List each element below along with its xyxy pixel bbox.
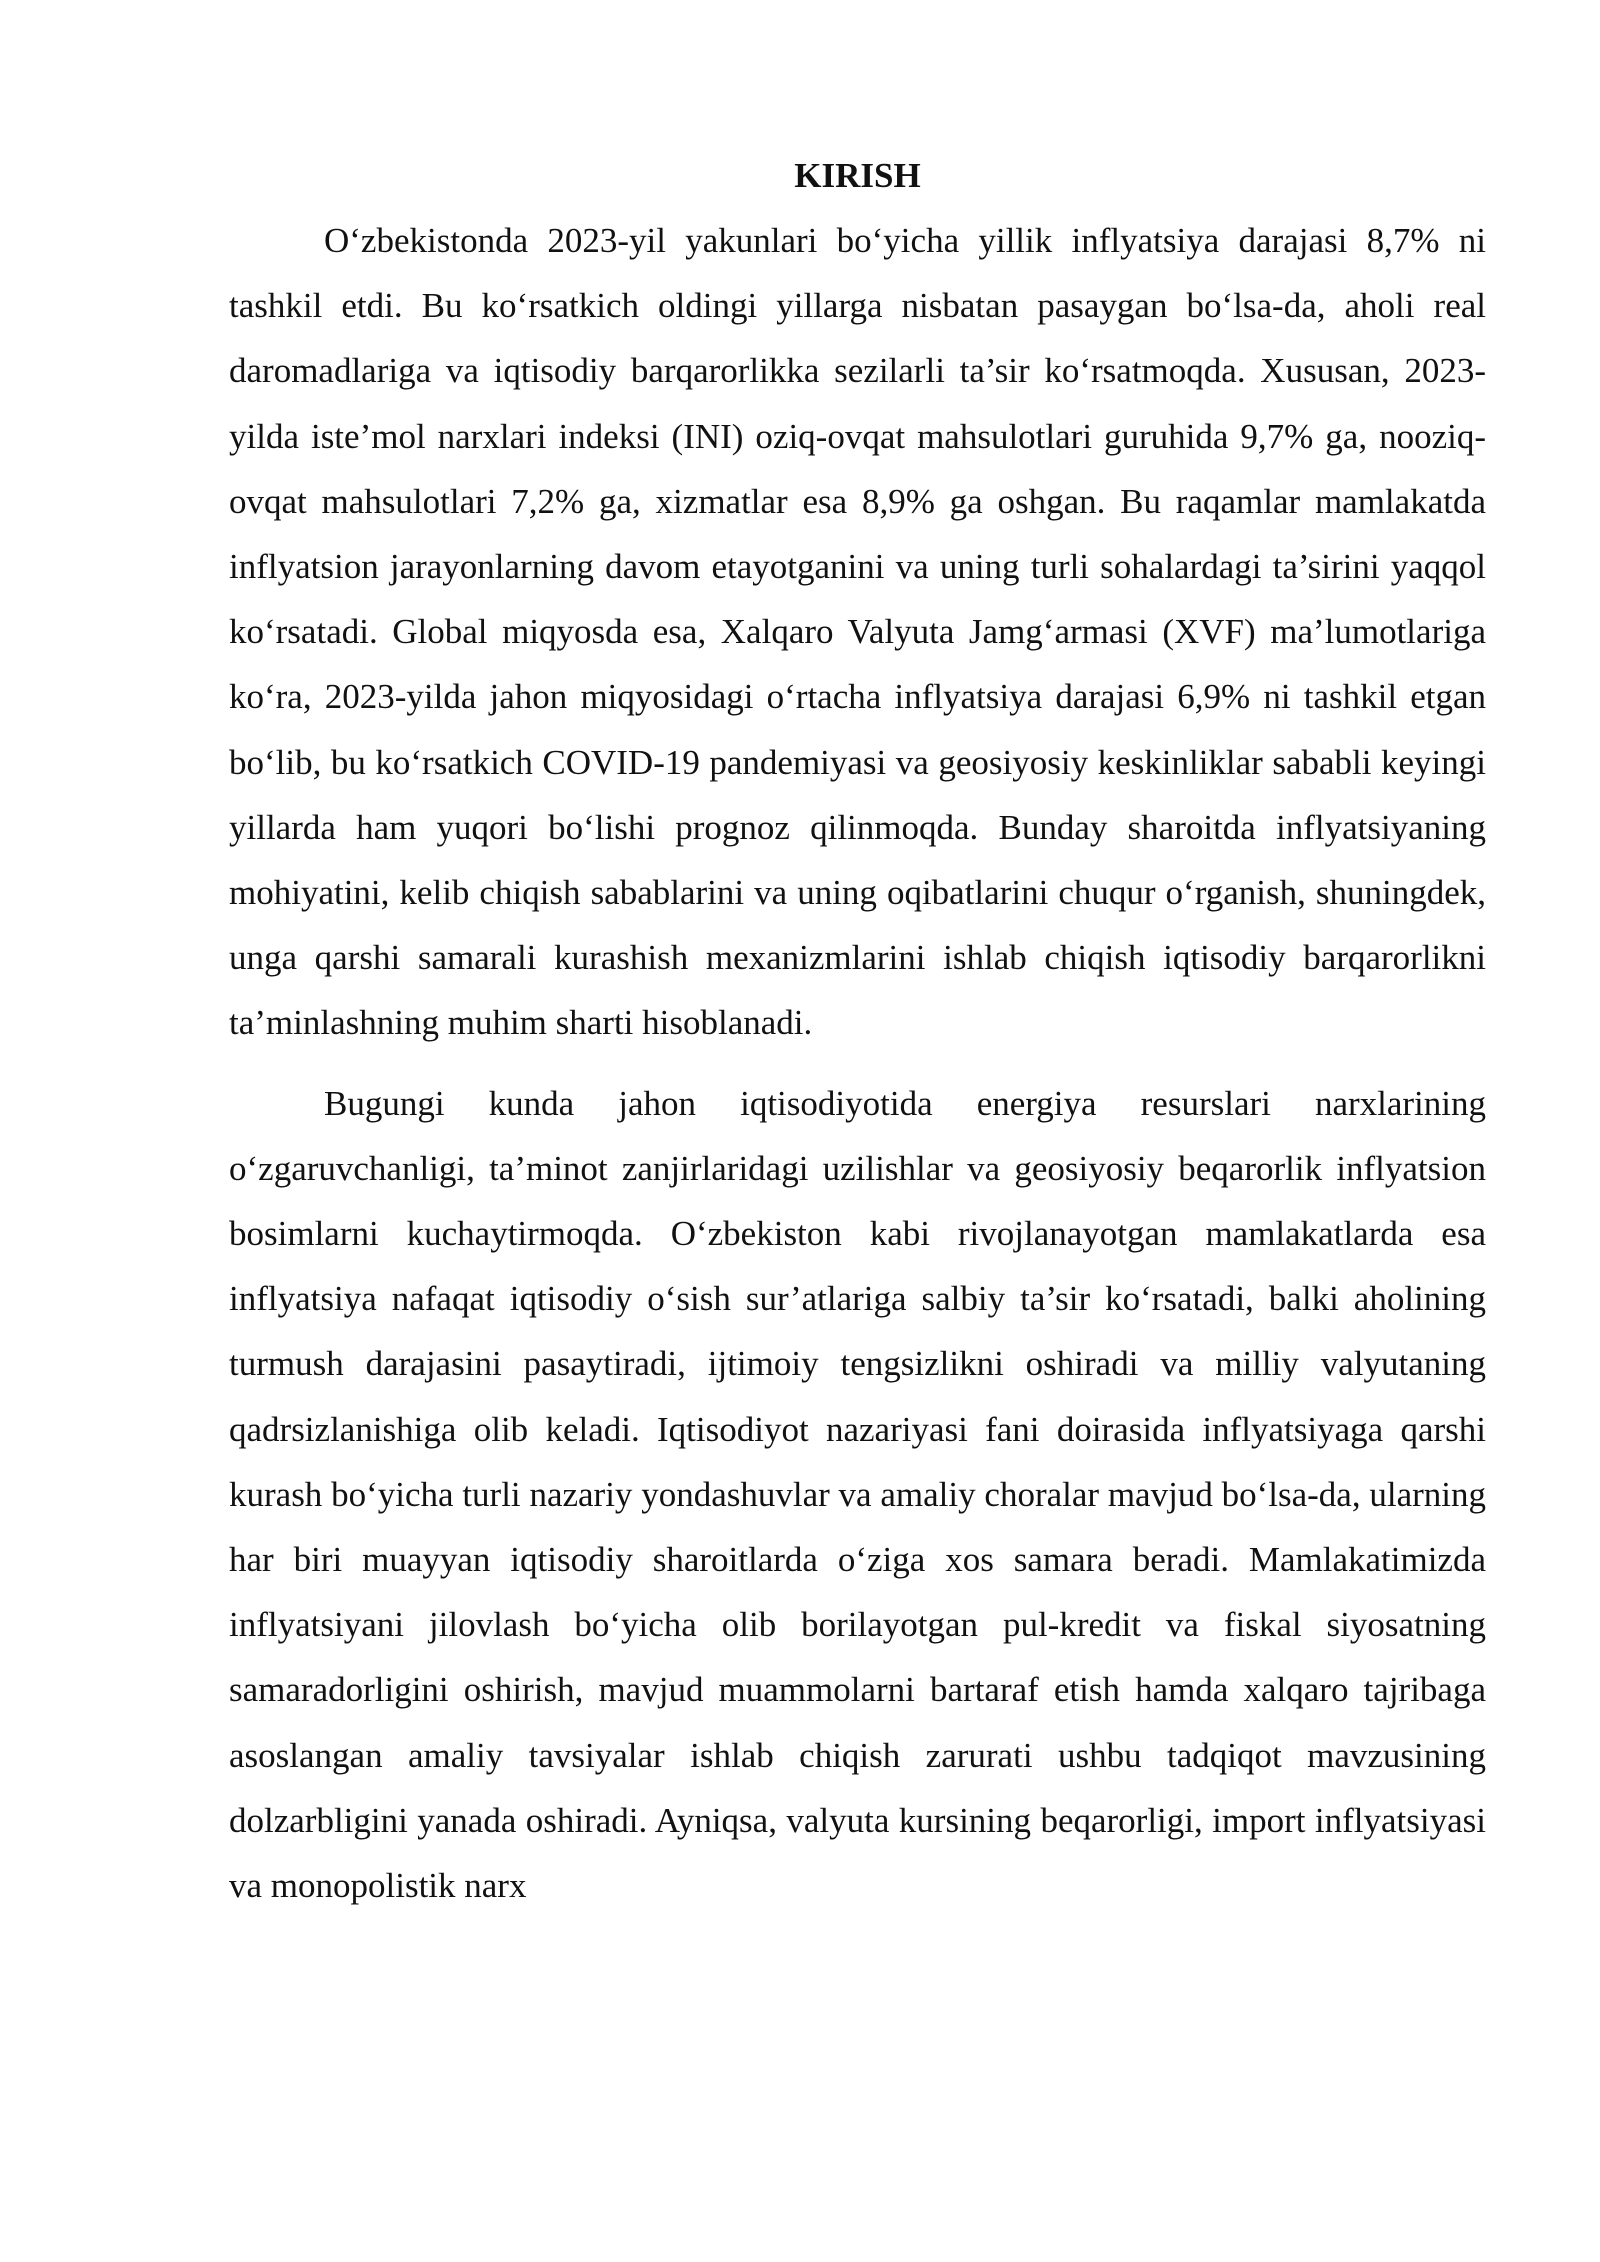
document-body [229,150,1486,1933]
paragraph-1: O‘zbekistonda 2023-yil yakunlari bo‘yicha yillik inflyatsiya darajasi 8,7% ni tashkil etdi. Bu ko‘rsatkich oldingi yillarga nisbatan pasaygan bo‘lsa-da, aholi real daromadlariga va iqtisodiy barqarorlikka sezilarli ta’sir ko‘rsatmoqda. Xususan, 2023-yilda iste’mol narxlari indeksi (INI) oziq-ovqat mahsulotlari guruhida 9,7% ga, nooziq-ovqat mahsulotlari 7,2% ga, xizmatlar esa 8,9% ga oshgan. Bu raqamlar mamlakatda inflyatsion jarayonlarning davom etayotganini va uning turli sohalardagi ta’sirini yaqqol ko‘rsatadi. Global miqyosda esa, Xalqaro Valyuta Jamg‘armasi (XVF) ma’lumotlariga ko‘ra, 2023-yilda jahon miqyosidagi o‘rtacha inflyatsiya darajasi 6,9% ni tashkil etgan bo‘lib, bu ko‘rsatkich COVID-19 pandemiyasi va geosiyosiy keskinliklar sababli keyingi yillarda ham yuqori bo‘lishi prognoz qilinmoqda. Bunday sharoitda inflyatsiyaning mohiyatini, kelib chiqish sabablarini va uning oqibatlarini chuqur o‘rganish, shuningdek, unga qarshi samarali kurashish mexanizmlarini ishlab chiqish iqtisodiy barqarorlikni ta’minlashning muhim sharti hisoblanadi. [229,221,1486,1043]
section-heading: KIRISH [794,156,921,195]
paragraph-2: Bugungi kunda jahon iqtisodiyotida energiya resurslari narxlarining o‘zgaruvchanligi, ta’minot zanjirlaridagi uzilishlar va geosiyosiy beqarorlik inflyatsion bosimlarni kuchaytirmoqda. O‘zbekiston kabi rivojlanayotgan mamlakatlarda esa inflyatsiya nafaqat iqtisodiy o‘sish sur’atlariga salbiy ta’sir ko‘rsatadi, balki aholining turmush darajasini pasaytiradi, ijtimoiy tengsizlikni oshiradi va milliy valyutaning qadrsizlanishiga olib keladi. Iqtisodiyot nazariyasi fani doirasida inflyatsiyaga qarshi kurash bo‘yicha turli nazariy yondashuvlar va amaliy choralar mavjud bo‘lsa-da, ularning har biri muayyan iqtisodiy sharoitlarda o‘ziga xos samara beradi. Mamlakatimizda inflyatsiyani jilovlash bo‘yicha olib borilayotgan pul-kredit va fiskal siyosatning samaradorligini oshirish, mavjud muammolarni bartaraf etish hamda xalqaro tajribaga asoslangan amaliy tavsiyalar ishlab chiqish zarurati ushbu tadqiqot mavzusining dolzarbligini yanada oshiradi. Ayniqsa, valyuta kursining beqarorligi, import inflyatsiyasi va monopolistik narx [229,1083,1486,1906]
